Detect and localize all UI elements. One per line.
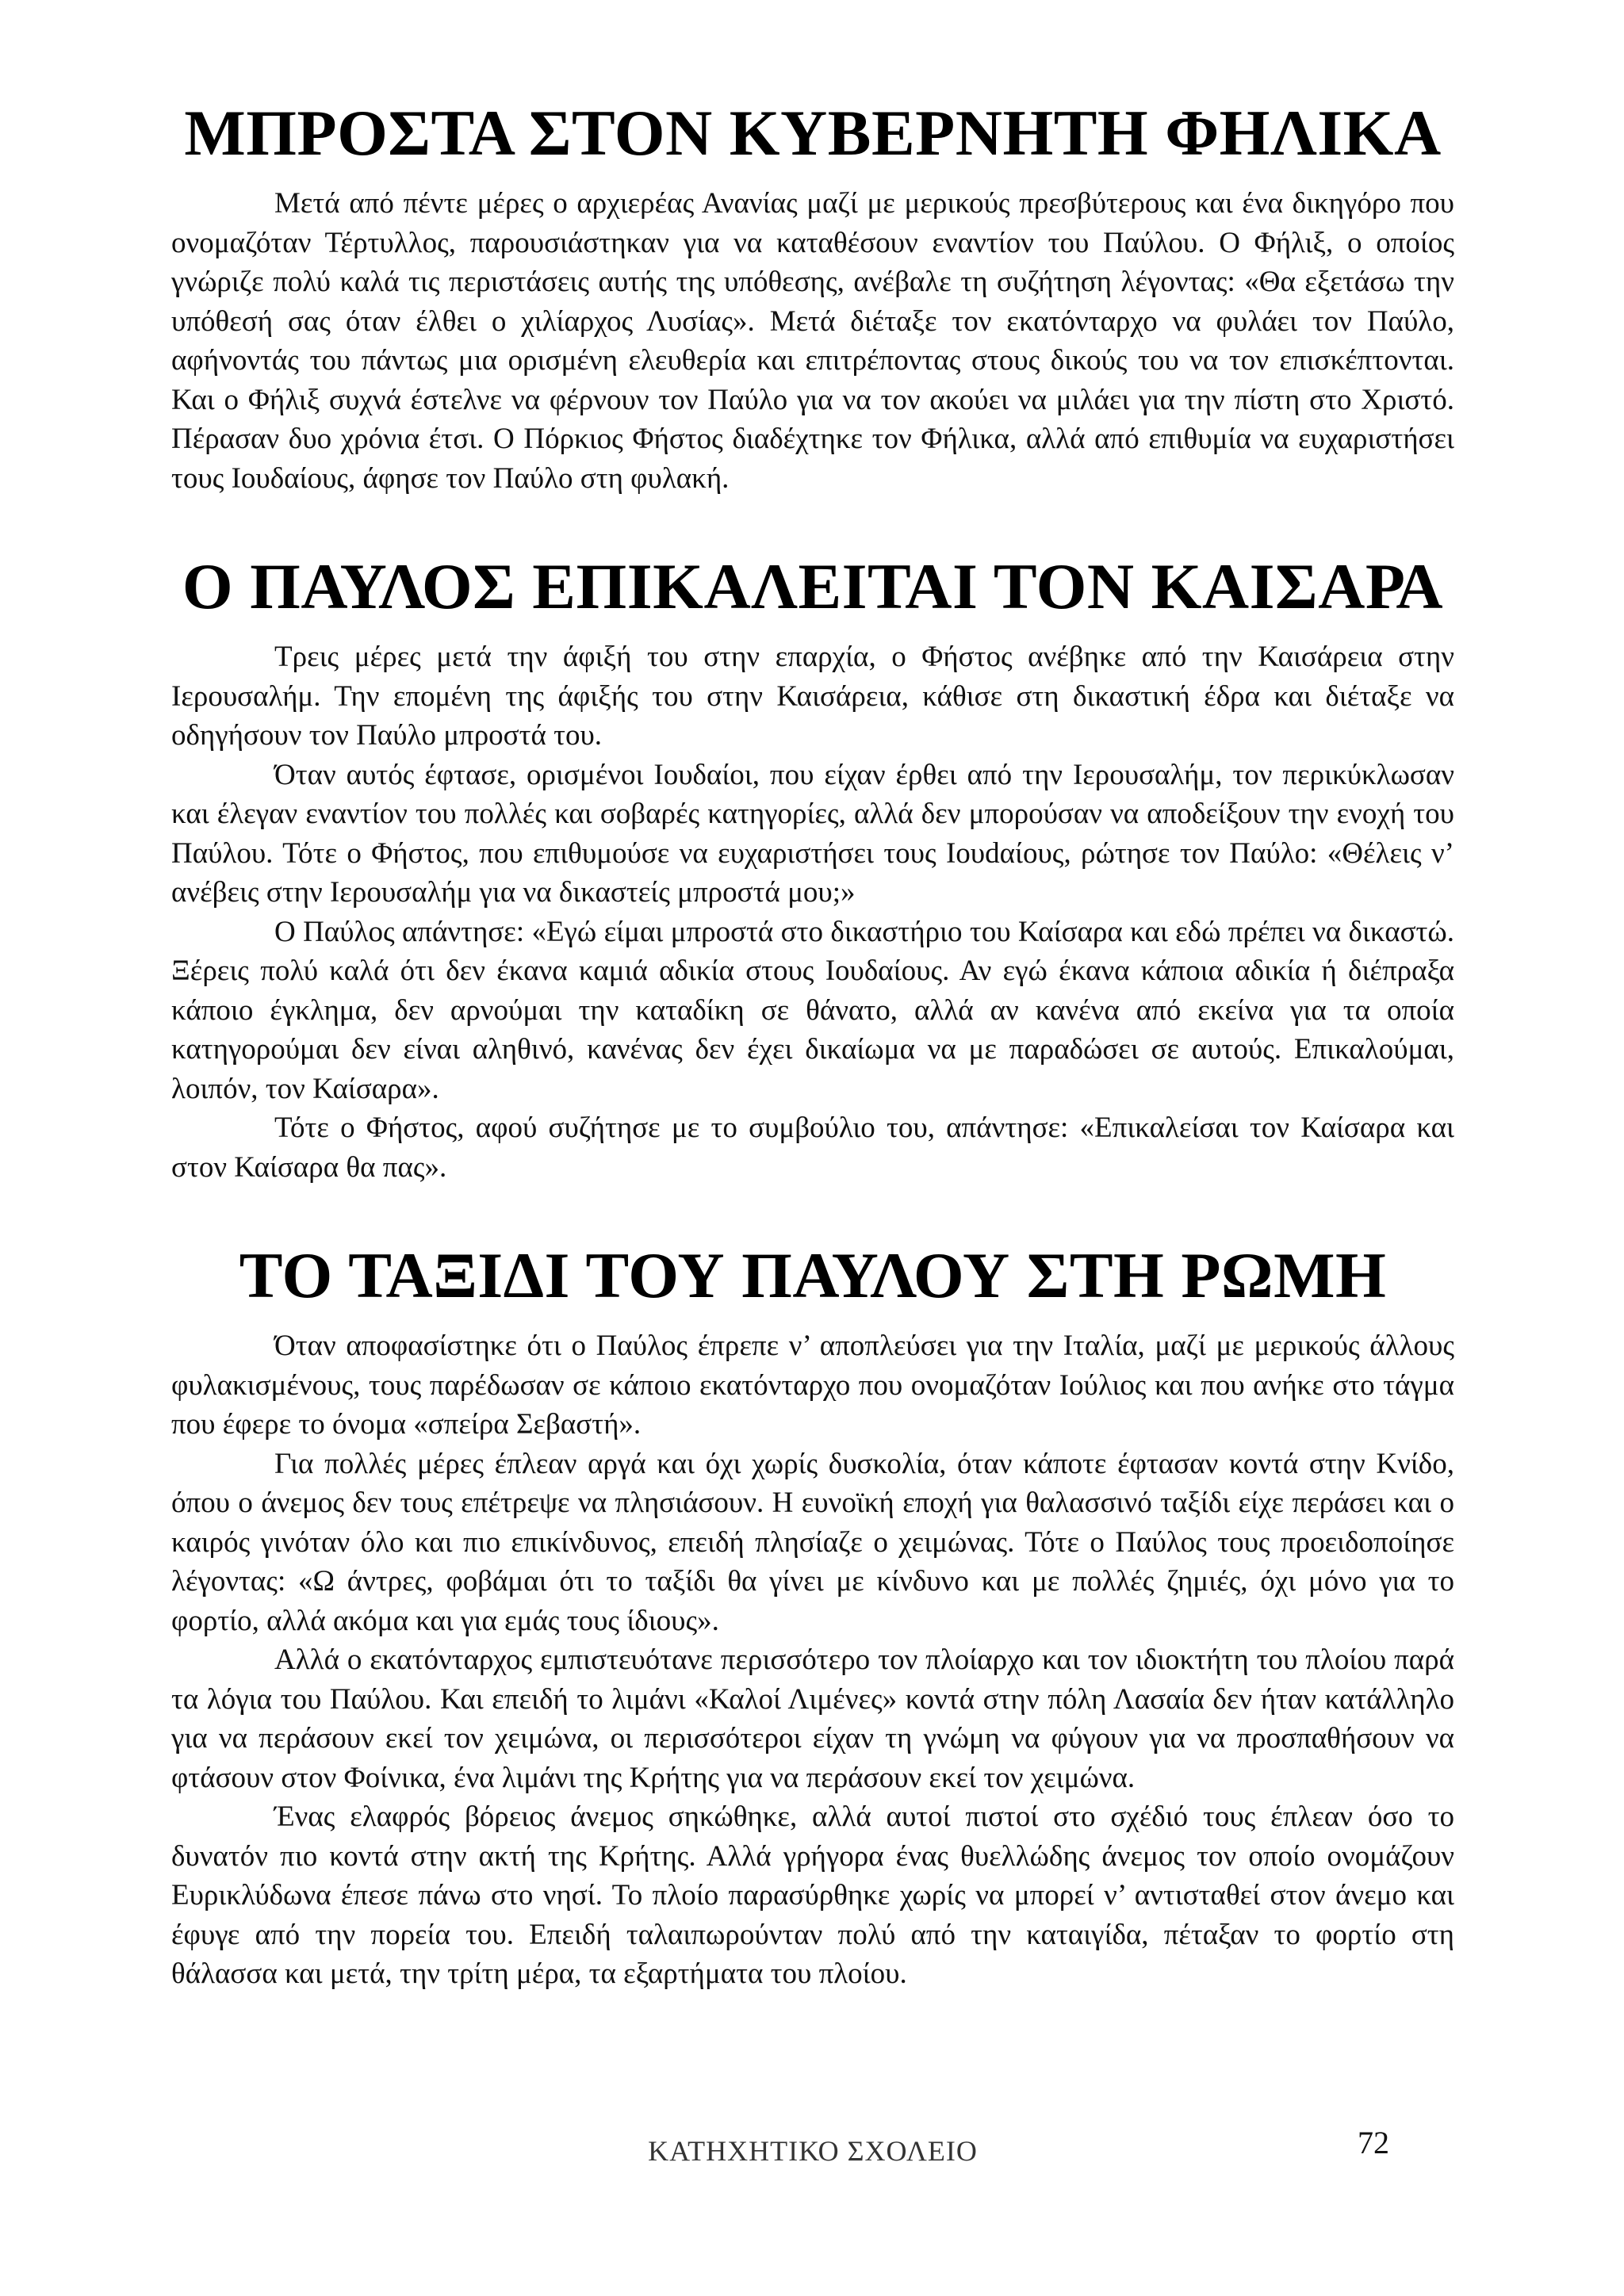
paragraph: Τότε ο Φήστος, αφού συζήτησε με το συμβούλιο του, απάντησε: «Επικαλείσαι τον Καίσαρα και στον Καίσαρα θα πας».	[171, 1112, 1454, 1184]
section-before-felix	[171, 94, 1454, 498]
paragraph: Για πολλές μέρες έπλεαν αργά και όχι χωρίς δυσκολία, όταν κάποτε έφτασαν κοντά στην Κνίδο, όπου ο άνεμος δεν τους επέτρεψε να πλησιάσουν. Η ευνοϊκή εποχή για θαλασσινό ταξίδι είχε περάσει και ο καιρός γινόταν όλο και πιο επικίνδυνος, επειδή πλησίαζε ο χειμώνας. Τότε ο Παύλος τους προειδοποίησε λέγοντας: «Ω άντρες, φοβάμαι ότι το ταξίδι θα γίνει με κίνδυνο και με πολλές ζημιές, όχι μόνο για το φορτίο, αλλά ακόμα και για εμάς τους ίδιους».	[171, 1447, 1454, 1637]
paragraph: Μετά από πέντε μέρες ο αρχιερέας Ανανίας μαζί με μερικούς πρεσβύτερους και ένα δικηγόρο που ονομαζόταν Τέρτυλλος, παρουσιάστηκαν για να καταθέσουν εναντίον του Παύλου. Ο Φήλιξ, ο οποίος γνώριζε πολύ καλά τις περιστάσεις αυτής της υπόθεσης, ανέβαλε τη συζήτηση λέγοντας: «Θα εξετάσω την υπόθεσή σας όταν έλθει ο χιλίαρχος Λυσίας». Μετά διέταξε τον εκατόνταρχο να φυλάει τον Παύλο, αφήνοντάς του πάντως μια ορισμένη ελευθερία και επιτρέποντας στους δικούς του να τον επισκέπτονται. Και ο Φήλιξ συχνά έστελνε να φέρνουν τον Παύλο για να τον ακούει να μιλάει για την πίστη στο Χριστό. Πέρασαν δυο χρόνια έτσι. Ο Πόρκιος Φήστος διαδέχτηκε τον Φήλικα, αλλά από επιθυμία να ευχαριστήσει τους Ιουδαίους, άφησε τον Παύλο στη φυλακή.	[171, 187, 1454, 495]
section-journey-to-rome	[171, 1236, 1454, 1994]
section-title: Ο ΠΑΥΛΟΣ ΕΠΙΚΑΛΕΙΤΑΙ ΤΟΝ ΚΑΙΣΑΡΑ	[182, 550, 1444, 622]
section-title: ΜΠΡΟΣΤΑ ΣΤΟΝ ΚΥΒΕΡΝΗΤΗ ΦΗΛΙΚΑ	[184, 97, 1442, 169]
paragraph: Ένας ελαφρός βόρειος άνεμος σηκώθηκε, αλλά αυτοί πιστοί στο σχέδιό τους έπλεαν όσο το δυνατόν πιο κοντά στην ακτή της Κρήτης. Αλλά γρήγορα ένας θυελλώδης άνεμος τον οποίο ονομάζουν Ευρικλύδωνα έπεσε πάνω στο νησί. Το πλοίο παρασύρθηκε χωρίς να μπορεί ν’ αντισταθεί στον άνεμο και έφυγε από την πορεία του. Επειδή ταλαιπωρούνταν πολύ από την καταιγίδα, πέταξαν το φορτίο στη θάλασσα και μετά, την τρίτη μέρα, τα εξαρτήματα του πλοίου.	[171, 1800, 1454, 1990]
section-appeal-to-caesar	[171, 547, 1454, 1187]
paragraph: Όταν αυτός έφτασε, ορισμένοι Ιουδαίοι, που είχαν έρθει από την Ιερουσαλήμ, τον περικύκλωσαν και έλεγαν εναντίον του πολλές και σοβαρές κατηγορίες, αλλά δεν μπορούσαν να αποδείξουν την ενοχή του Παύλου. Τότε ο Φήστος, που επιθυμούσε να ευχαριστήσει τους Ιουdαίους, ρώτησε τον Παύλο: «Θέλεις ν’ ανέβεις στην Ιερουσαλήμ για να δικαστείς μπροστά μου;»	[171, 758, 1454, 909]
paragraph: Αλλά ο εκατόνταρχος εμπιστευότανε περισσότερο τον πλοίαρχο και τον ιδιοκτήτη του πλοίου παρά τα λόγια του Παύλου. Και επειδή το λιμάνι «Καλοί Λιμένες» κοντά στην πόλη Λασαία δεν ήταν κατάλληλο για να περάσουν εκεί τον χειμώνα, οι περισσότεροι είχαν τη γνώμη να φύγουν για να προσπαθήσουν να φτάσουν στον Φοίνικα, ένα λιμάνι της Κρήτης για να περάσουν εκεί τον χειμώνα.	[171, 1644, 1454, 1794]
page-number: 72	[1358, 2125, 1389, 2160]
page-content	[171, 94, 1454, 1994]
footer-title: ΚΑΤΗΧΗΤΙΚΟ ΣΧΟΛΕΙΟ	[648, 2135, 978, 2167]
paragraph: Όταν αποφασίστηκε ότι ο Παύλος έπρεπε ν’ αποπλεύσει για την Ιταλία, μαζί με μερικούς άλλους φυλακισμένους, τους παρέδωσαν σε κάποιο εκατόνταρχο που ονομαζόταν Ιούλιος και που ανήκε στο τάγμα που έφερε το όνομα «σπείρα Σεβαστή».	[171, 1330, 1454, 1441]
page-footer	[171, 2127, 1454, 2175]
paragraph: Τρεις μέρες μετά την άφιξή του στην επαρχία, ο Φήστος ανέβηκε από την Καισάρεια στην Ιερουσαλήμ. Την επομένη της άφιξής του στην Καισάρεια, κάθισε στη δικαστική έδρα και διέταξε να οδηγήσουν τον Παύλο μπροστά του.	[171, 641, 1454, 752]
section-title: ΤΟ ΤΑΞΙΔΙ ΤΟΥ ΠΑΥΛΟΥ ΣΤΗ ΡΩΜΗ	[239, 1239, 1387, 1311]
paragraph: Ο Παύλος απάντησε: «Εγώ είμαι μπροστά στο δικαστήριο του Καίσαρα και εδώ πρέπει να δικαστώ. Ξέρεις πολύ καλά ότι δεν έκανα καμιά αδικία στους Ιουδαίους. Αν εγώ έκανα κάποια αδικία ή διέπραξα κάποιο έγκλημα, δεν αρνούμαι την καταδίκη σε θάνατο, αλλά αν κανένα από εκείνα για τα οποία κατηγορούμαι δεν είναι αληθινό, κανένας δεν έχει δικαίωμα να με παραδώσει σε αυτούς. Επικαλούμαι, λοιπόν, τον Καίσαρα».	[171, 915, 1454, 1105]
